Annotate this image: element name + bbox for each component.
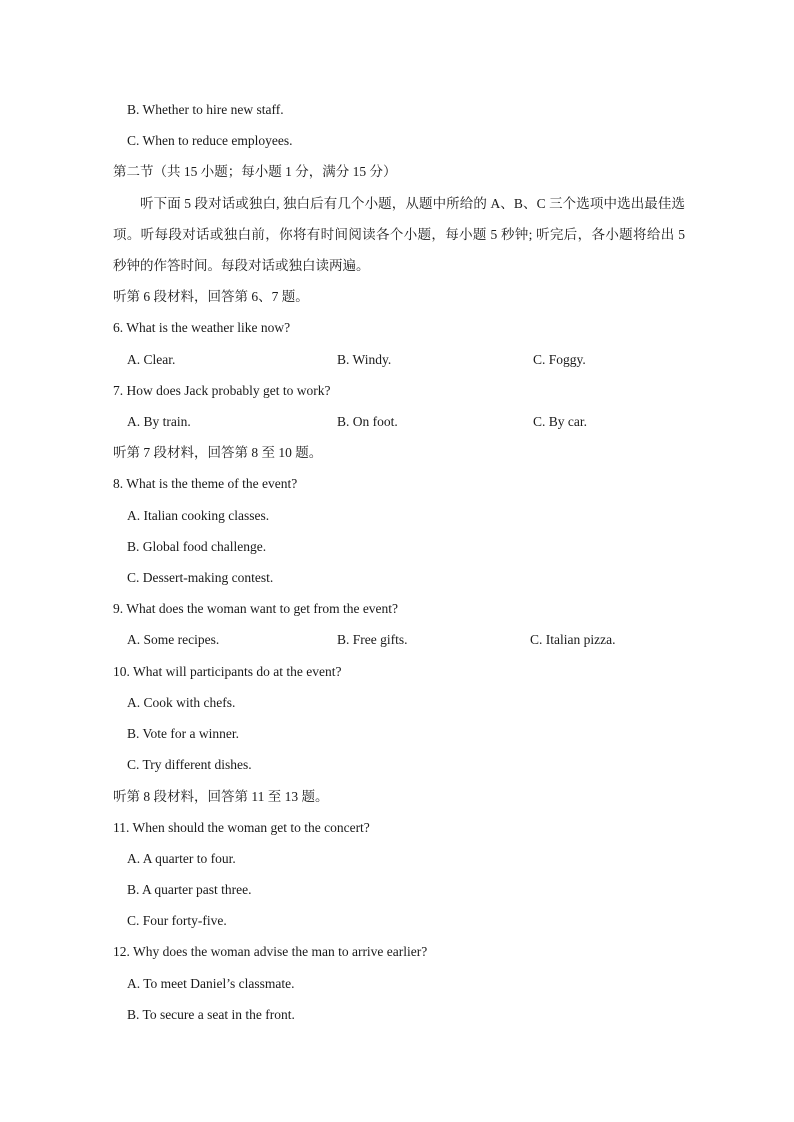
question-7-stem: 7. How does Jack probably get to work? — [113, 383, 331, 398]
material-8-header: 听第 8 段材料，回答第 11 至 13 题。 — [113, 789, 329, 804]
question-7-option-c: C. By car. — [533, 414, 587, 429]
question-11-option-c: C. Four forty-five. — [127, 913, 227, 928]
question-8-option-b: B. Global food challenge. — [127, 539, 267, 554]
section-instructions: 听下面 5 段对话或独白, 独白后有几个小题，从题中所给的 A、B、C 三个选项中选出最佳选项。听每段对话或独白前，你将有时间阅读各个小题，每小题 5 秒钟; 听完后，各小题将给出 5 秒钟的作答时间。每段对话或独白读两遍。 — [113, 196, 685, 273]
question-7-option-b: B. On foot. — [337, 414, 398, 429]
question-11-option-b: B. A quarter past three. — [127, 882, 252, 897]
question-6-option-a: A. Clear. — [127, 352, 176, 367]
question-6-option-c: C. Foggy. — [533, 352, 586, 367]
question-8-option-a: A. Italian cooking classes. — [127, 508, 270, 523]
section-heading: 第二节（共 15 小题；每小题 1 分，满分 15 分） — [113, 164, 397, 179]
question-10-stem: 10. What will participants do at the event? — [113, 664, 342, 679]
question-8-option-c: C. Dessert-making contest. — [127, 570, 274, 585]
question-12-option-a: A. To meet Daniel’s classmate. — [127, 976, 295, 991]
material-6-header: 听第 6 段材料，回答第 6、7 题。 — [113, 289, 309, 304]
question-11-stem: 11. When should the woman get to the concert? — [113, 820, 370, 835]
question-10-option-c: C. Try different dishes. — [127, 757, 252, 772]
prev-option-c: C. When to reduce employees. — [127, 133, 293, 148]
prev-option-b: B. Whether to hire new staff. — [127, 102, 284, 117]
question-12-stem: 12. Why does the woman advise the man to arrive earlier? — [113, 944, 428, 959]
question-9-option-a: A. Some recipes. — [127, 632, 220, 647]
question-8-stem: 8. What is the theme of the event? — [113, 476, 298, 491]
question-9-stem: 9. What does the woman want to get from the event? — [113, 601, 399, 616]
question-7-option-a: A. By train. — [127, 414, 191, 429]
question-9-option-c: C. Italian pizza. — [530, 632, 616, 647]
question-10-option-b: B. Vote for a winner. — [127, 726, 239, 741]
question-9-option-b: B. Free gifts. — [337, 632, 408, 647]
question-6-option-b: B. Windy. — [337, 352, 392, 367]
question-11-option-a: A. A quarter to four. — [127, 851, 236, 866]
question-6-stem: 6. What is the weather like now? — [113, 320, 291, 335]
material-7-header: 听第 7 段材料，回答第 8 至 10 题。 — [113, 445, 323, 460]
question-12-option-b: B. To secure a seat in the front. — [127, 1007, 295, 1022]
question-10-option-a: A. Cook with chefs. — [127, 695, 236, 710]
